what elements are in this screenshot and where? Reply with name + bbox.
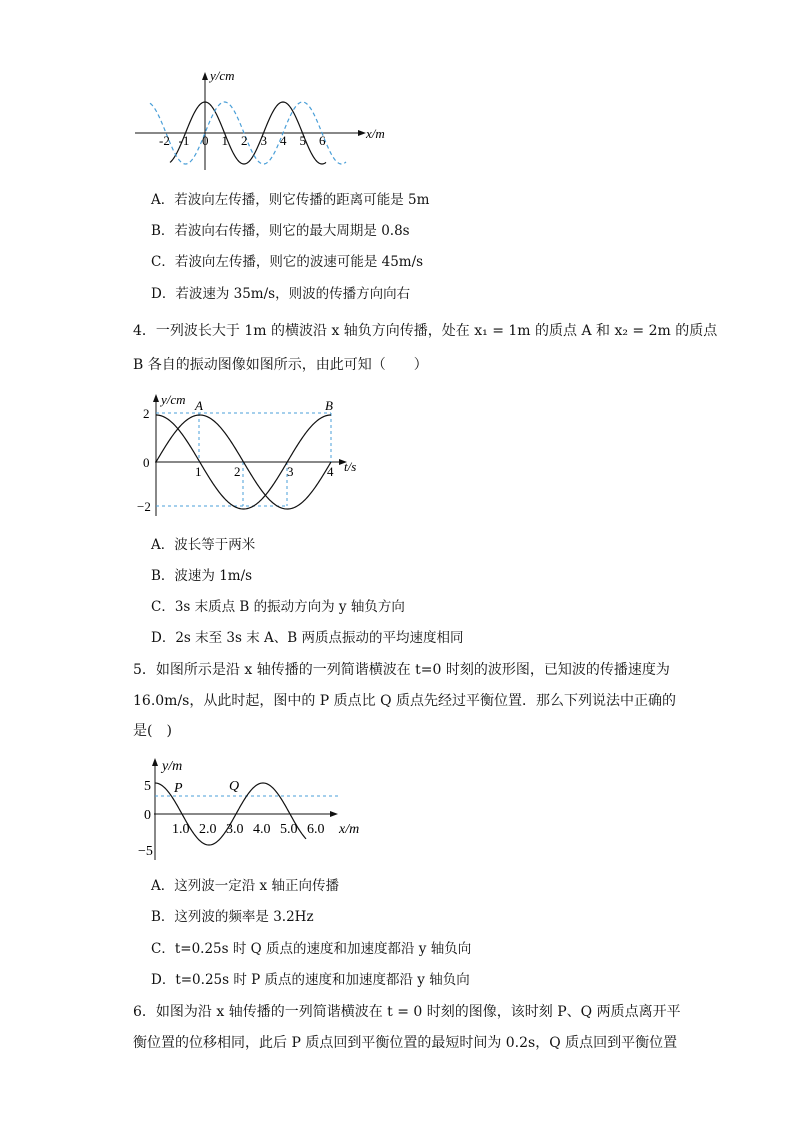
fig4-tick-x-2: 2	[234, 464, 241, 479]
q4-option-d[interactable]: D．2s 末至 3s 末 A、B 两质点振动的平均速度相同	[151, 630, 464, 646]
fig5-tick-y-0: 0	[144, 808, 151, 823]
q5-option-a[interactable]: A．这列波一定沿 x 轴正向传播	[151, 878, 339, 894]
q4-option-c[interactable]: C．3s 末质点 B 的振动方向为 y 轴负方向	[151, 599, 405, 615]
figure1-wave-graph	[130, 66, 400, 176]
fig1-y-arrow	[202, 72, 208, 80]
q5-option-c[interactable]: C．t=0.25s 时 Q 质点的速度和加速度都沿 y 轴负向	[151, 941, 472, 957]
q5-stem-line1: 5．如图所示是沿 x 轴传播的一列简谐横波在 t=0 时刻的波形图，已知波的传播速度为	[133, 662, 670, 678]
fig4-label-a: A	[195, 398, 203, 413]
q4-option-b[interactable]: B．波速为 1m/s	[151, 568, 253, 584]
q4-option-a[interactable]: A．波长等于两米	[151, 537, 256, 553]
fig1-y-label: y/cm	[210, 68, 235, 83]
fig1-tick-x-8: 6	[319, 133, 326, 148]
fig1-tick-labels	[159, 133, 326, 148]
q5-stem-line2: 16.0m/s，从此时起，图中的 P 质点比 Q 质点先经过平衡位置．那么下列说法中正确的	[133, 693, 677, 709]
q3-option-c[interactable]: C．若波向左传播，则它的波速可能是 45m/s	[151, 254, 424, 270]
q5-option-d[interactable]: D．t=0.25s 时 P 质点的速度和加速度都沿 y 轴负向	[151, 972, 470, 988]
fig1-tick-x-1: -1	[178, 133, 190, 148]
fig4-tick-y-0: 0	[143, 455, 150, 470]
fig1-tick-x-6: 4	[280, 133, 287, 148]
fig1-tick-x-4: 2	[241, 133, 248, 148]
fig4-label-b: B	[325, 398, 333, 413]
fig1-x-arrow	[358, 130, 366, 136]
fig4-tick-y-neg2: −2	[137, 499, 151, 514]
q4-stem-line2: B 各自的振动图像如图所示，由此可知（ ）	[133, 357, 428, 373]
fig4-y-arrow	[153, 394, 159, 402]
q5-option-b[interactable]: B．这列波的频率是 3.2Hz	[151, 909, 314, 925]
fig5-tick-x-1: 2.0	[199, 822, 217, 837]
fig5-x-arrow	[330, 811, 338, 817]
fig5-y-label: y/m	[162, 759, 183, 774]
figure4-vibration-graph	[135, 388, 375, 518]
fig5-label-p: P	[174, 781, 183, 796]
fig5-y-arrow	[152, 758, 158, 766]
q4-stem-line1: 4．一列波长大于 1m 的横波沿 x 轴负方向传播，处在 x₁ = 1m 的质点 A 和 x₂ = 2m 的质点	[133, 323, 718, 339]
figure5-wave-graph	[138, 752, 378, 864]
q3-option-a[interactable]: A．若波向左传播，则它传播的距离可能是 5m	[151, 192, 430, 208]
fig1-tick-x-7: 5	[299, 133, 306, 148]
fig1-tick-x-0: -2	[159, 133, 170, 148]
fig5-tick-y-5: 5	[144, 779, 151, 794]
fig5-tick-x-2: 3.0	[226, 822, 244, 837]
fig5-tick-x-5: 6.0	[307, 822, 325, 837]
fig5-x-label: x/m	[339, 822, 360, 837]
fig1-x-label: x/m	[366, 126, 385, 141]
q6-stem-line2: 衡位置的位移相同，此后 P 质点回到平衡位置的最短时间为 0.2s，Q 质点回到平衡位置	[133, 1035, 678, 1051]
fig5-tick-x-0: 1.0	[172, 822, 190, 837]
fig5-tick-y-neg5: −5	[138, 844, 153, 859]
fig5-tick-x-4: 5.0	[280, 822, 298, 837]
fig4-y-label: y/cm	[161, 392, 186, 407]
fig1-tick-x-2: 0	[202, 133, 209, 148]
q6-stem-line1: 6．如图为沿 x 轴传播的一列简谐横波在 t = 0 时刻的图像，该时刻 P、Q 两质点离开平	[133, 1004, 681, 1020]
fig1-tick-x-5: 3	[260, 133, 267, 148]
q5-stem-line3: 是( )	[133, 723, 172, 739]
fig4-x-label: t/s	[344, 459, 357, 474]
q3-option-d[interactable]: D．若波速为 35m/s，则波的传播方向向右	[151, 286, 411, 302]
fig5-label-q: Q	[229, 779, 240, 794]
fig4-guide-lines	[156, 413, 331, 506]
fig4-tick-x-3: 3	[287, 464, 294, 479]
fig4-tick-x-1: 1	[195, 464, 202, 479]
fig5-tick-x-3: 4.0	[253, 822, 271, 837]
fig1-tick-x-3: 1	[221, 133, 228, 148]
q3-option-b[interactable]: B．若波向右传播，则它的最大周期是 0.8s	[151, 223, 410, 239]
fig4-tick-y-2: 2	[143, 406, 150, 421]
fig4-tick-x-4: 4	[327, 464, 334, 479]
